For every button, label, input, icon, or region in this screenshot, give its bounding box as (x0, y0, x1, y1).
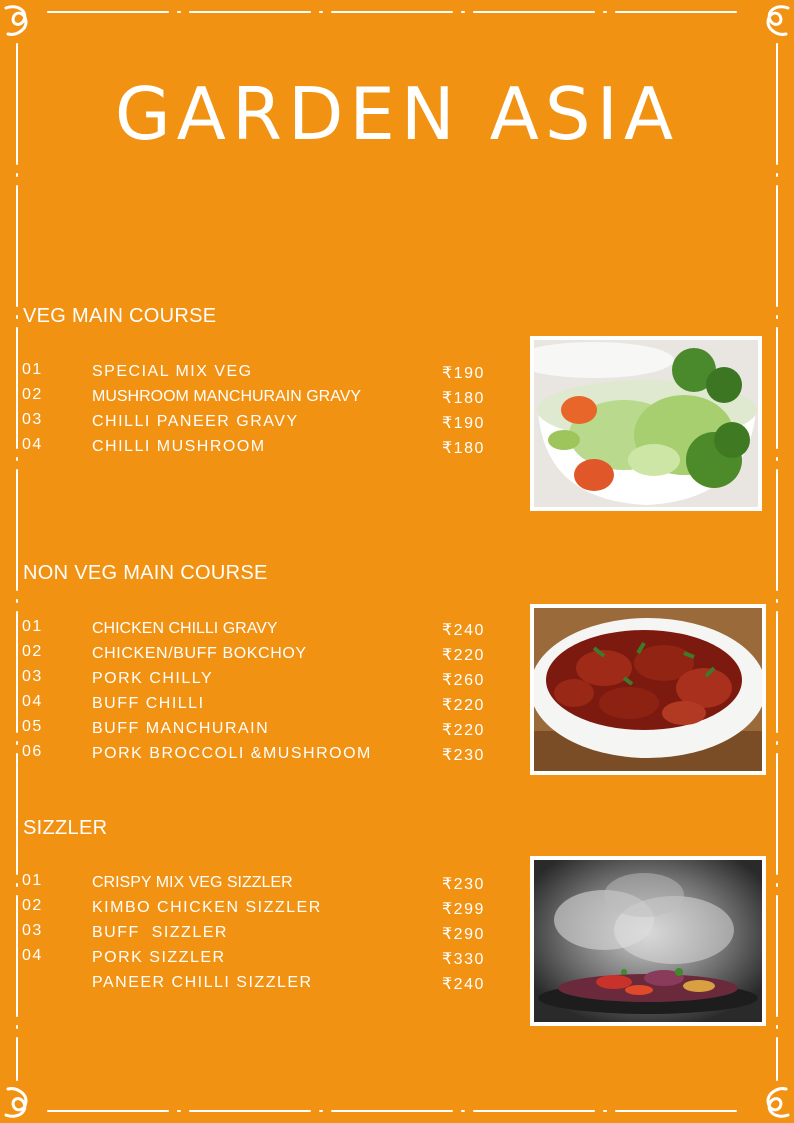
menu-item (22, 718, 492, 743)
menu-item (22, 922, 492, 947)
item-price: ₹240 (442, 622, 485, 639)
menu-item (22, 386, 492, 411)
item-number: 02 (22, 643, 43, 660)
smoking-sizzler-icon (534, 860, 762, 1022)
item-number: 02 (22, 897, 43, 914)
veg-dish-image (530, 336, 762, 511)
menu-list-veg (22, 361, 492, 461)
item-name: BUFF CHILLI (92, 695, 205, 712)
item-name: CRISPY MIX VEG SIZZLER (92, 874, 293, 891)
item-price: ₹220 (442, 722, 485, 739)
item-name: CHILLI PANEER GRAVY (92, 413, 299, 430)
item-price: ₹190 (442, 415, 485, 432)
item-number: 04 (22, 947, 43, 964)
item-name: CHICKEN/BUFF BOKCHOY (92, 645, 307, 662)
menu-item (22, 693, 492, 718)
item-number: 06 (22, 743, 43, 760)
item-number: 03 (22, 922, 43, 939)
item-name: MUSHROOM MANCHURAIN GRAVY (92, 388, 362, 405)
item-price: ₹220 (442, 697, 485, 714)
item-name: BUFF SIZZLER (92, 924, 228, 941)
section-title-veg: VEG MAIN COURSE (23, 305, 217, 327)
item-name: PORK CHILLY (92, 670, 214, 687)
menu-list-nonveg (22, 618, 492, 768)
item-number: 01 (22, 872, 43, 889)
restaurant-title: GARDEN ASIA (114, 72, 680, 156)
menu-item (22, 897, 492, 922)
item-number: 01 (22, 361, 43, 378)
vegetable-salad-icon (534, 340, 758, 507)
menu-item (22, 361, 492, 386)
item-number: 02 (22, 386, 43, 403)
item-price: ₹299 (442, 901, 485, 918)
item-price: ₹240 (442, 976, 485, 993)
menu-item (22, 643, 492, 668)
item-price: ₹230 (442, 876, 485, 893)
menu-item (22, 972, 492, 997)
section-title-nonveg: NON VEG MAIN COURSE (23, 562, 268, 584)
item-name: SPECIAL MIX VEG (92, 363, 253, 380)
nonveg-dish-image (530, 604, 766, 775)
menu-item (22, 743, 492, 768)
item-price: ₹220 (442, 647, 485, 664)
item-name: CHILLI MUSHROOM (92, 438, 266, 455)
sizzler-dish-image (530, 856, 766, 1026)
item-number: 03 (22, 411, 43, 428)
item-name: PORK SIZZLER (92, 949, 226, 966)
menu-item (22, 947, 492, 972)
item-number: 01 (22, 618, 43, 635)
item-price: ₹190 (442, 365, 485, 382)
item-name: BUFF MANCHURAIN (92, 720, 270, 737)
item-price: ₹180 (442, 440, 485, 457)
item-price: ₹260 (442, 672, 485, 689)
menu-list-sizzler (22, 872, 492, 997)
menu-item (22, 436, 492, 461)
menu-item (22, 411, 492, 436)
menu-item (22, 668, 492, 693)
item-number: 03 (22, 668, 43, 685)
item-price: ₹290 (442, 926, 485, 943)
item-name: PORK BROCCOLI &MUSHROOM (92, 745, 372, 762)
item-name: KIMBO CHICKEN SIZZLER (92, 899, 322, 916)
item-number: 05 (22, 718, 43, 735)
item-name: PANEER CHILLI SIZZLER (92, 974, 313, 991)
menu-item (22, 872, 492, 897)
item-number: 04 (22, 693, 43, 710)
chilli-chicken-icon (534, 608, 762, 771)
item-price: ₹330 (442, 951, 485, 968)
item-number: 04 (22, 436, 43, 453)
item-price: ₹230 (442, 747, 485, 764)
section-title-sizzler: SIZZLER (23, 817, 108, 839)
item-price: ₹180 (442, 390, 485, 407)
item-name: CHICKEN CHILLI GRAVY (92, 620, 278, 637)
menu-item (22, 618, 492, 643)
